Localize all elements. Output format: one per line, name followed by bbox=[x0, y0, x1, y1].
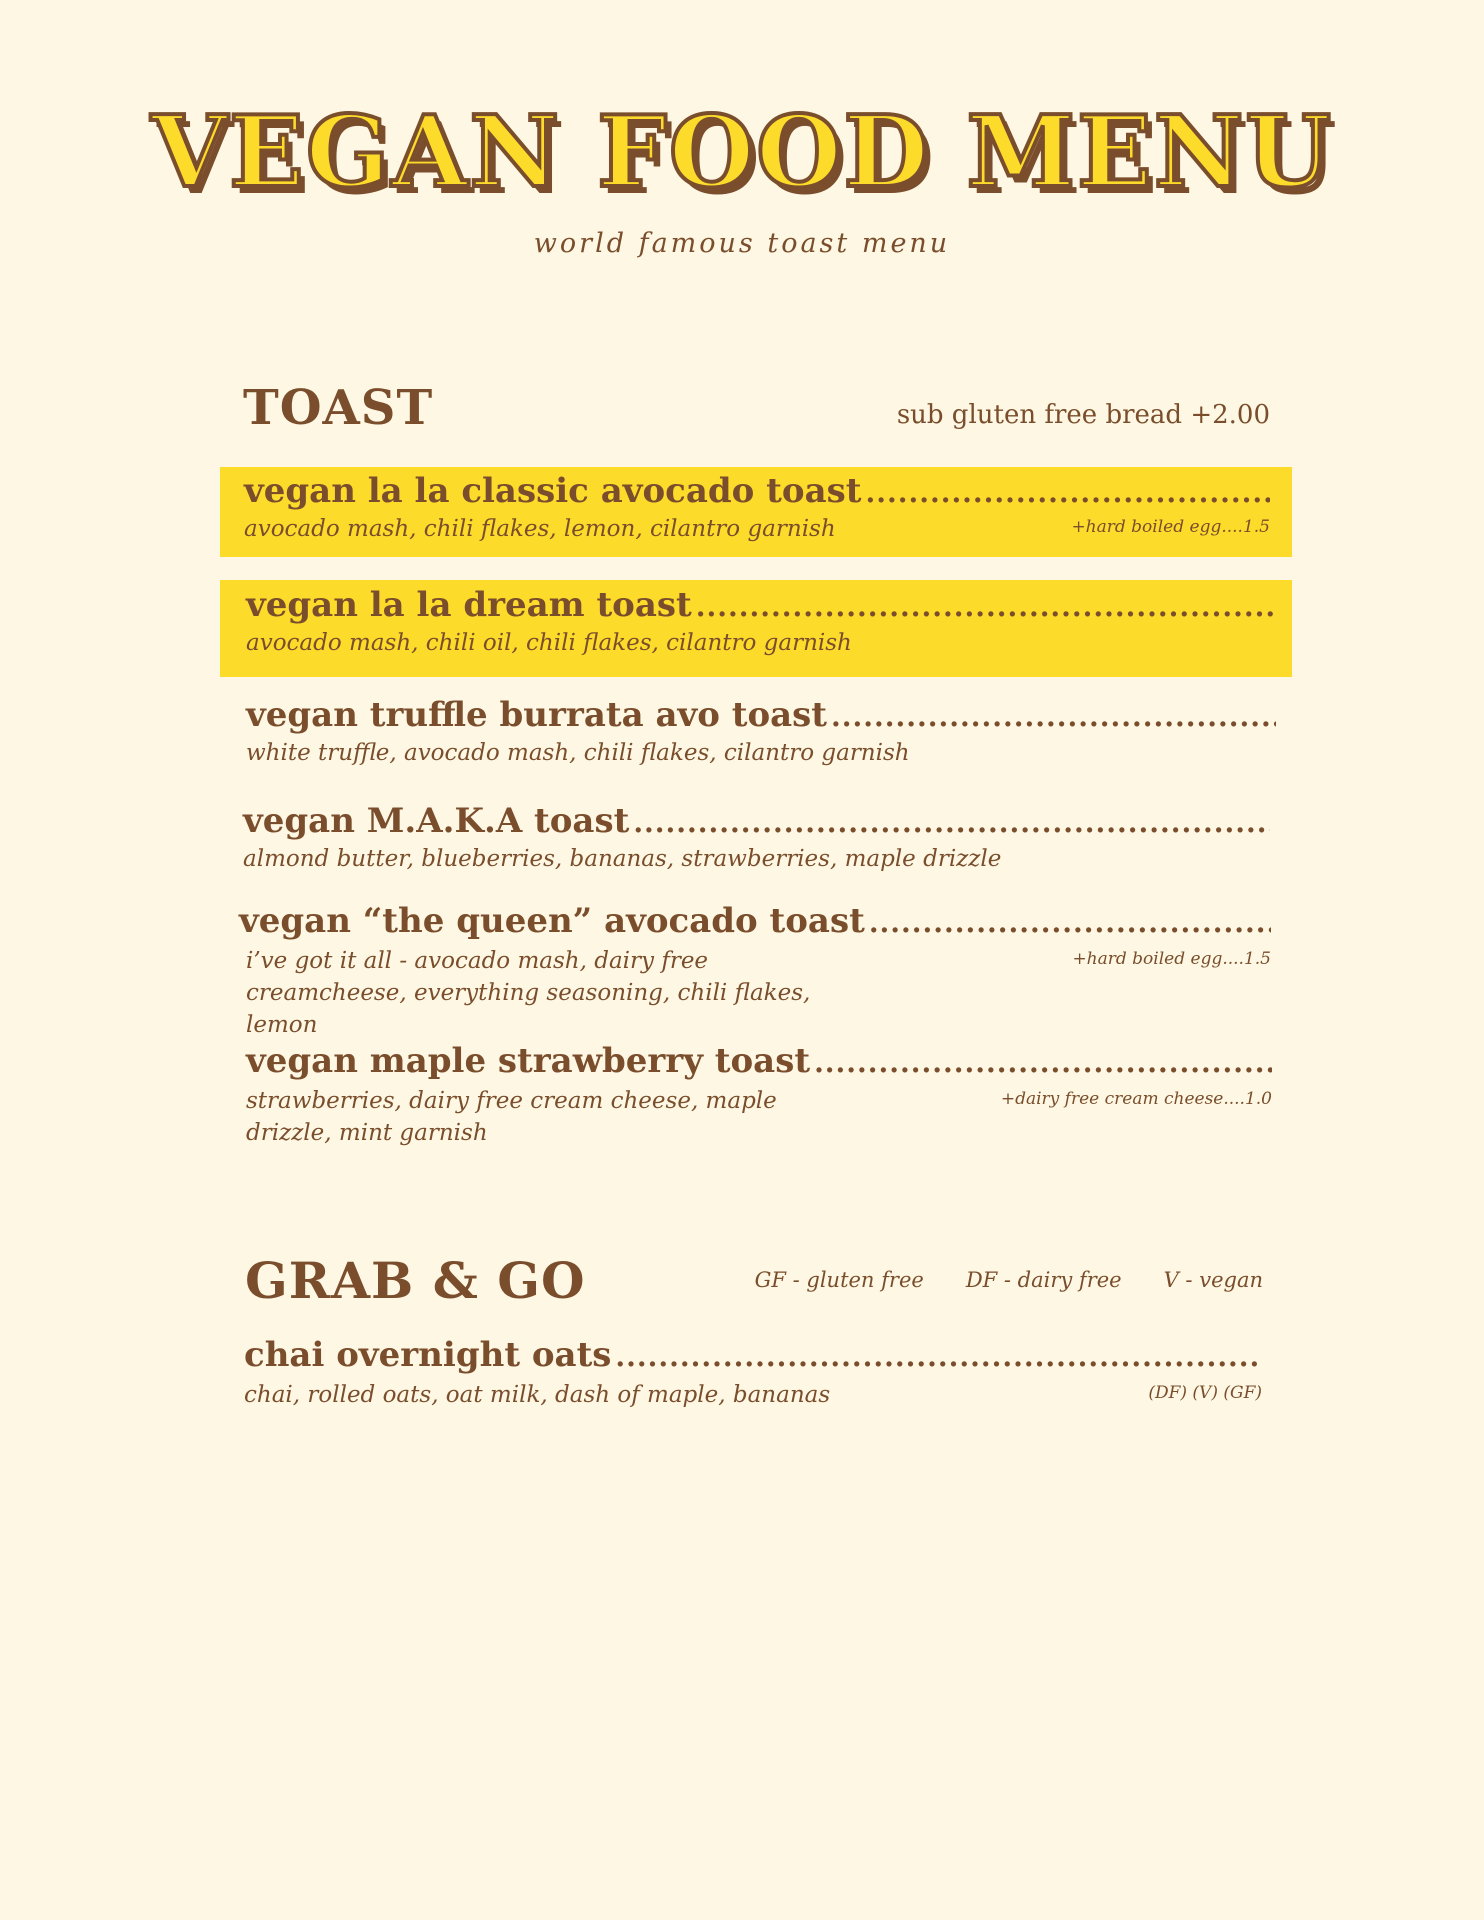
menu-title: VEGAN FOOD MENU bbox=[151, 95, 1333, 210]
item-description: white truffle, avocado mash, chili flakes, cilantro garnish bbox=[246, 740, 910, 767]
item-name: vegan “the queen” avocado toast bbox=[239, 901, 865, 941]
menu-item bbox=[239, 902, 1271, 1042]
menu-item bbox=[246, 696, 1276, 769]
gluten-free-bread-note: sub gluten free bread +2.00 bbox=[896, 400, 1270, 430]
item-addon: +dairy free cream cheese....1.0 bbox=[1000, 1089, 1272, 1110]
item-dietary-tags: (DF) (V) (GF) bbox=[1148, 1383, 1262, 1404]
dot-leader bbox=[831, 700, 1276, 733]
dietary-legend bbox=[755, 1268, 1263, 1292]
toast-section-title: TOAST bbox=[243, 380, 434, 436]
item-description: avocado mash, chili flakes, lemon, cilantro garnish bbox=[244, 516, 836, 543]
menu-item bbox=[243, 802, 1270, 875]
legend-vegan: V - vegan bbox=[1163, 1268, 1263, 1292]
dot-leader bbox=[615, 1340, 1262, 1373]
grab-and-go-section-title: GRAB & GO bbox=[245, 1251, 586, 1310]
item-name: vegan truffle burrata avo toast bbox=[246, 695, 828, 735]
item-name: vegan maple strawberry toast bbox=[246, 1041, 811, 1081]
item-name: vegan M.A.K.A toast bbox=[243, 801, 630, 841]
menu-item bbox=[246, 586, 1276, 659]
item-name: vegan la la dream toast bbox=[246, 585, 692, 625]
item-description: avocado mash, chili oil, chili flakes, cilantro garnish bbox=[246, 630, 852, 657]
item-name: chai overnight oats bbox=[244, 1335, 612, 1375]
item-addon: +hard boiled egg....1.5 bbox=[1072, 949, 1271, 970]
dot-leader bbox=[696, 590, 1276, 623]
legend-dairy-free: DF - dairy free bbox=[965, 1268, 1122, 1292]
item-description: chai, rolled oats, oat milk, dash of maple, bananas bbox=[244, 1382, 831, 1409]
dot-leader bbox=[814, 1046, 1272, 1079]
item-name: vegan la la classic avocado toast bbox=[244, 471, 862, 511]
item-description: strawberries, dairy free cream cheese, maple drizzle, mint garnish bbox=[246, 1088, 777, 1147]
menu-subtitle: world famous toast menu bbox=[533, 228, 951, 259]
menu-item bbox=[244, 1336, 1262, 1411]
dot-leader bbox=[633, 806, 1270, 839]
menu-item bbox=[246, 1042, 1272, 1149]
item-description: i’ve got it all - avocado mash, dairy free creamcheese, everything seasoning, chili flakes, lemon bbox=[246, 948, 811, 1039]
legend-gluten-free: GF - gluten free bbox=[754, 1268, 924, 1292]
menu-item bbox=[244, 472, 1270, 545]
item-description: almond butter, blueberries, bananas, strawberries, maple drizzle bbox=[243, 846, 1002, 873]
dot-leader bbox=[865, 476, 1270, 509]
item-addon: +hard boiled egg....1.5 bbox=[1071, 517, 1270, 538]
dot-leader bbox=[869, 906, 1271, 939]
